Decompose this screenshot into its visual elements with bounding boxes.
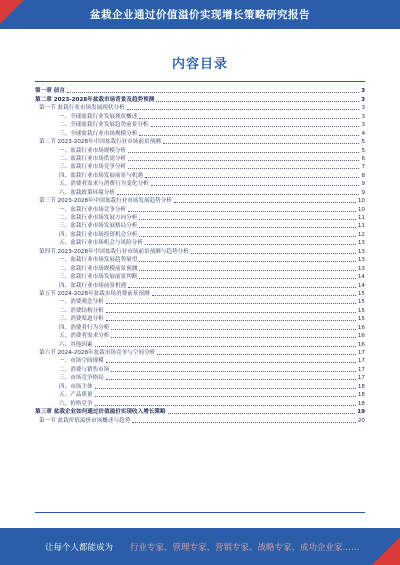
toc-entry-title: 一、全球盆栽行业发展现状概述 xyxy=(59,113,138,120)
toc-entry[interactable] xyxy=(35,145,365,153)
toc-dot-leader xyxy=(139,227,356,228)
toc-entry[interactable] xyxy=(35,111,365,119)
toc-entry-title: 五、盆栽行业市场机会与风险分析 xyxy=(59,240,143,247)
toc-entry-title: 第一节 盆栽价值溢价市场概述与趋势 xyxy=(39,417,131,424)
toc-dot-leader xyxy=(139,270,356,271)
toc-entry-title: 二、盆栽行业市场发展方向分析 xyxy=(59,215,138,221)
toc-entry-title: 五、消费者需求与消费行为变化分析 xyxy=(59,181,149,188)
toc-entry-title: 第一章 前言 xyxy=(35,88,65,95)
toc-dot-leader xyxy=(67,92,359,93)
toc-entry[interactable] xyxy=(35,162,365,170)
toc-entry-title: 六、其他因素 xyxy=(59,341,93,348)
toc-entry-page: 6 xyxy=(361,155,365,162)
toc-entry-title: 一、盆栽行业市场规模分析 xyxy=(59,147,127,154)
toc-dot-leader xyxy=(139,261,356,262)
toc-dot-leader xyxy=(128,160,359,161)
toc-entry-page: 3 xyxy=(361,113,365,120)
toc-entry-page: 19 xyxy=(357,409,365,416)
toc-entry-title: 一、盆栽行业市场发展趋势展望 xyxy=(59,257,138,264)
toc-entry[interactable] xyxy=(35,280,365,288)
toc-entry[interactable] xyxy=(35,238,365,246)
toc-entry-title: 六、盆栽政策环境分析 xyxy=(59,189,115,196)
toc-entry[interactable] xyxy=(35,390,365,398)
toc-dot-leader xyxy=(95,396,356,397)
toc-dot-leader xyxy=(132,422,356,423)
toc-dot-leader xyxy=(106,303,356,304)
toc-entry-page: 17 xyxy=(357,358,365,365)
toc-entry[interactable] xyxy=(35,322,365,330)
toc-dot-leader xyxy=(117,194,359,195)
toc-entry[interactable] xyxy=(35,339,365,347)
toc-dot-leader xyxy=(111,371,356,372)
toc-entry-page: 17 xyxy=(357,366,365,373)
toc-entry[interactable] xyxy=(35,229,365,237)
toc-entry[interactable] xyxy=(35,196,365,204)
toc-entry-title: 五、产品质量 xyxy=(59,392,93,399)
toc-entry-page: 10 xyxy=(357,198,365,205)
toc-entry-page: 12 xyxy=(357,231,365,238)
toc-entry[interactable] xyxy=(35,103,365,111)
toc-entry-title: 一、市场空间规模 xyxy=(59,358,104,365)
toc-entry-page: 5 xyxy=(361,147,365,154)
toc-dot-leader xyxy=(139,278,356,279)
toc-entry[interactable] xyxy=(35,204,365,212)
toc-entry[interactable] xyxy=(35,246,365,254)
toc-entry-page: 17 xyxy=(357,350,365,356)
toc-dot-leader xyxy=(95,388,356,389)
toc-dot-leader xyxy=(111,337,356,338)
table-of-contents xyxy=(35,86,365,424)
toc-entry-page: 4 xyxy=(361,130,365,137)
toc-entry[interactable] xyxy=(35,120,365,128)
toc-entry-page: 17 xyxy=(357,375,365,382)
toc-entry[interactable] xyxy=(35,297,365,305)
toc-entry[interactable] xyxy=(35,415,365,423)
toc-top-rule xyxy=(35,81,365,82)
toc-entry-title: 第五节 2024-2028年盆栽市场消费前景预测 xyxy=(39,290,150,297)
toc-entry[interactable] xyxy=(35,305,365,313)
toc-entry-title: 第四节 2023-2028年中国盆栽行业市场前景预测与趋势分析 xyxy=(39,248,189,255)
toc-entry[interactable] xyxy=(35,381,365,389)
toc-entry[interactable] xyxy=(35,272,365,280)
toc-entry-page: 14 xyxy=(357,282,365,289)
toc-dot-leader xyxy=(156,101,359,102)
footer-slogan: 让每个人都能成为 xyxy=(45,543,114,553)
toc-entry[interactable] xyxy=(35,137,365,145)
toc-dot-leader xyxy=(106,379,356,380)
toc-entry-title: 二、全球盆栽行业发展趋势前景分析 xyxy=(59,122,149,129)
toc-entry-page: 18 xyxy=(357,392,365,399)
toc-entry[interactable] xyxy=(35,263,365,271)
toc-entry[interactable] xyxy=(35,94,365,102)
toc-entry[interactable] xyxy=(35,170,365,178)
footer-band xyxy=(0,528,400,565)
toc-entry-page: 16 xyxy=(357,341,365,348)
toc-dot-leader xyxy=(151,126,360,127)
toc-entry-title: 二、消费结构分析 xyxy=(59,307,104,314)
toc-dot-leader xyxy=(128,168,359,169)
toc-dot-leader xyxy=(139,118,359,119)
toc-entry-page: 13 xyxy=(357,240,365,247)
report-title: 盆栽企业通过价值溢价实现增长策略研究报告 xyxy=(90,9,310,21)
toc-dot-leader xyxy=(163,143,360,144)
toc-entry[interactable] xyxy=(35,154,365,162)
toc-entry-page: 20 xyxy=(357,417,365,424)
toc-dot-leader xyxy=(127,109,360,110)
toc-entry-page: 7 xyxy=(361,164,365,171)
toc-entry-title: 五、消费者需求分析 xyxy=(59,333,110,340)
toc-entry-title: 一、盆栽行业市场竞争分析 xyxy=(59,206,127,213)
footer-corner-decoration xyxy=(372,537,400,565)
toc-dot-leader xyxy=(151,185,360,186)
toc-dot-leader xyxy=(106,312,356,313)
toc-entry-page: 15 xyxy=(357,299,365,306)
toc-entry-page: 3 xyxy=(361,105,365,112)
toc-entry-page: 9 xyxy=(361,189,365,196)
toc-entry-title: 二、盆栽行业市场供需分析 xyxy=(59,155,127,162)
toc-entry[interactable] xyxy=(35,373,365,381)
toc-entry-page: 13 xyxy=(357,257,365,264)
toc-entry-page: 8 xyxy=(361,172,365,179)
toc-entry[interactable] xyxy=(35,128,365,136)
toc-entry-title: 四、消费者行为分析 xyxy=(59,324,110,331)
toc-entry-page: 14 xyxy=(357,274,365,281)
toc-dot-leader xyxy=(95,346,356,347)
toc-dot-leader xyxy=(168,413,356,414)
toc-entry-page: 13 xyxy=(357,265,365,272)
toc-entry[interactable] xyxy=(35,348,365,356)
toc-bottom-rule xyxy=(35,512,365,513)
toc-entry-page: 11 xyxy=(357,215,365,221)
toc-entry-page: 3 xyxy=(361,122,365,129)
toc-dot-leader xyxy=(106,320,356,321)
toc-entry-page: 16 xyxy=(357,333,365,340)
toc-entry-page: 16 xyxy=(357,324,365,331)
toc-entry-title: 二、盆栽行业市场规模前景预测 xyxy=(59,265,138,272)
toc-dot-leader xyxy=(145,177,360,178)
toc-dot-leader xyxy=(152,295,356,296)
toc-entry-page: 15 xyxy=(357,307,365,314)
header-band xyxy=(0,0,400,29)
toc-entry-page: 13 xyxy=(357,248,365,255)
toc-entry-title: 三、市场竞争格局 xyxy=(59,375,104,382)
toc-dot-leader xyxy=(157,354,356,355)
toc-entry[interactable] xyxy=(35,221,365,229)
toc-entry-title: 三、盆栽行业市场竞争分析 xyxy=(59,164,127,171)
toc-entry-title: 三、全球盆栽行业市场规模分析 xyxy=(59,130,138,137)
toc-entry[interactable] xyxy=(35,187,365,195)
toc-entry-page: 18 xyxy=(357,383,365,390)
toc-dot-leader xyxy=(191,253,356,254)
toc-dot-leader xyxy=(111,329,356,330)
toc-entry[interactable] xyxy=(35,255,365,263)
toc-entry-page: 3 xyxy=(361,96,365,103)
toc-entry-page: 15 xyxy=(357,290,365,297)
toc-entry-title: 第二节 2023-2028年中国盆栽行业市场前景预测 xyxy=(39,139,161,146)
footer-tagline: 行业专家、管理专家、营销专家、战略专家、成功企业家…… xyxy=(130,543,360,553)
toc-entry-title: 四、盆栽行业市场发展前景与机遇 xyxy=(59,172,143,179)
toc-entry[interactable] xyxy=(35,407,365,415)
toc-entry-title: 四、市场主体 xyxy=(59,383,93,390)
toc-entry[interactable] xyxy=(35,331,365,339)
toc-dot-leader xyxy=(139,236,356,237)
toc-entry-title: 六、价格竞争 xyxy=(59,400,93,407)
toc-entry-title: 三、消费渠道分析 xyxy=(59,316,104,323)
toc-entry[interactable] xyxy=(35,398,365,406)
toc-entry[interactable] xyxy=(35,356,365,364)
toc-entry[interactable] xyxy=(35,213,365,221)
toc-entry-title: 第三章 盆栽企业如何通过价值溢价实现收入增长策略 xyxy=(35,409,166,416)
toc-entry-page: 9 xyxy=(361,181,365,188)
toc-entry-page: 10 xyxy=(357,206,365,213)
toc-entry[interactable] xyxy=(35,179,365,187)
toc-entry-page: 3 xyxy=(361,88,365,95)
toc-entry[interactable] xyxy=(35,364,365,372)
toc-entry[interactable] xyxy=(35,86,365,94)
toc-dot-leader xyxy=(145,244,356,245)
toc-entry-page: 5 xyxy=(361,139,365,146)
toc-entry-title: 第六节 2024-2028年盆栽市场竞争与空间分析 xyxy=(39,350,156,356)
toc-entry-title: 第三节 2023-2028年中国盆栽行业市场发展趋势分析 xyxy=(39,198,172,205)
toc-dot-leader xyxy=(128,287,356,288)
toc-dot-leader xyxy=(128,211,356,212)
toc-dot-leader xyxy=(139,219,356,220)
toc-dot-leader xyxy=(174,202,356,203)
toc-heading: 内容目录 xyxy=(171,57,228,72)
toc-entry-title: 一、消费观念分析 xyxy=(59,299,104,306)
toc-entry[interactable] xyxy=(35,289,365,297)
toc-entry-title: 三、盆栽行业市场发展格局分析 xyxy=(59,223,138,230)
toc-entry-page: 11 xyxy=(357,223,365,230)
toc-dot-leader xyxy=(139,135,359,136)
toc-entry-title: 二、消费与销售市场 xyxy=(59,366,110,373)
toc-entry-page: 15 xyxy=(357,316,365,323)
toc-dot-leader xyxy=(95,405,356,406)
toc-entry-title: 四、盆栽行业市场投资机会分析 xyxy=(59,231,138,238)
toc-entry-page: 18 xyxy=(357,400,365,407)
toc-entry-title: 三、盆栽行业市场发展前景判断 xyxy=(59,274,138,281)
toc-dot-leader xyxy=(128,152,359,153)
toc-entry-title: 第一节 盆栽行业市场发展现状分析 xyxy=(39,105,125,112)
toc-dot-leader xyxy=(106,362,356,363)
toc-entry-title: 四、盆栽行业市场前景机遇 xyxy=(59,282,127,289)
toc-entry-title: 第二章 2023-2028年盆栽市场背景及趋势预测 xyxy=(35,96,155,103)
toc-entry[interactable] xyxy=(35,314,365,322)
